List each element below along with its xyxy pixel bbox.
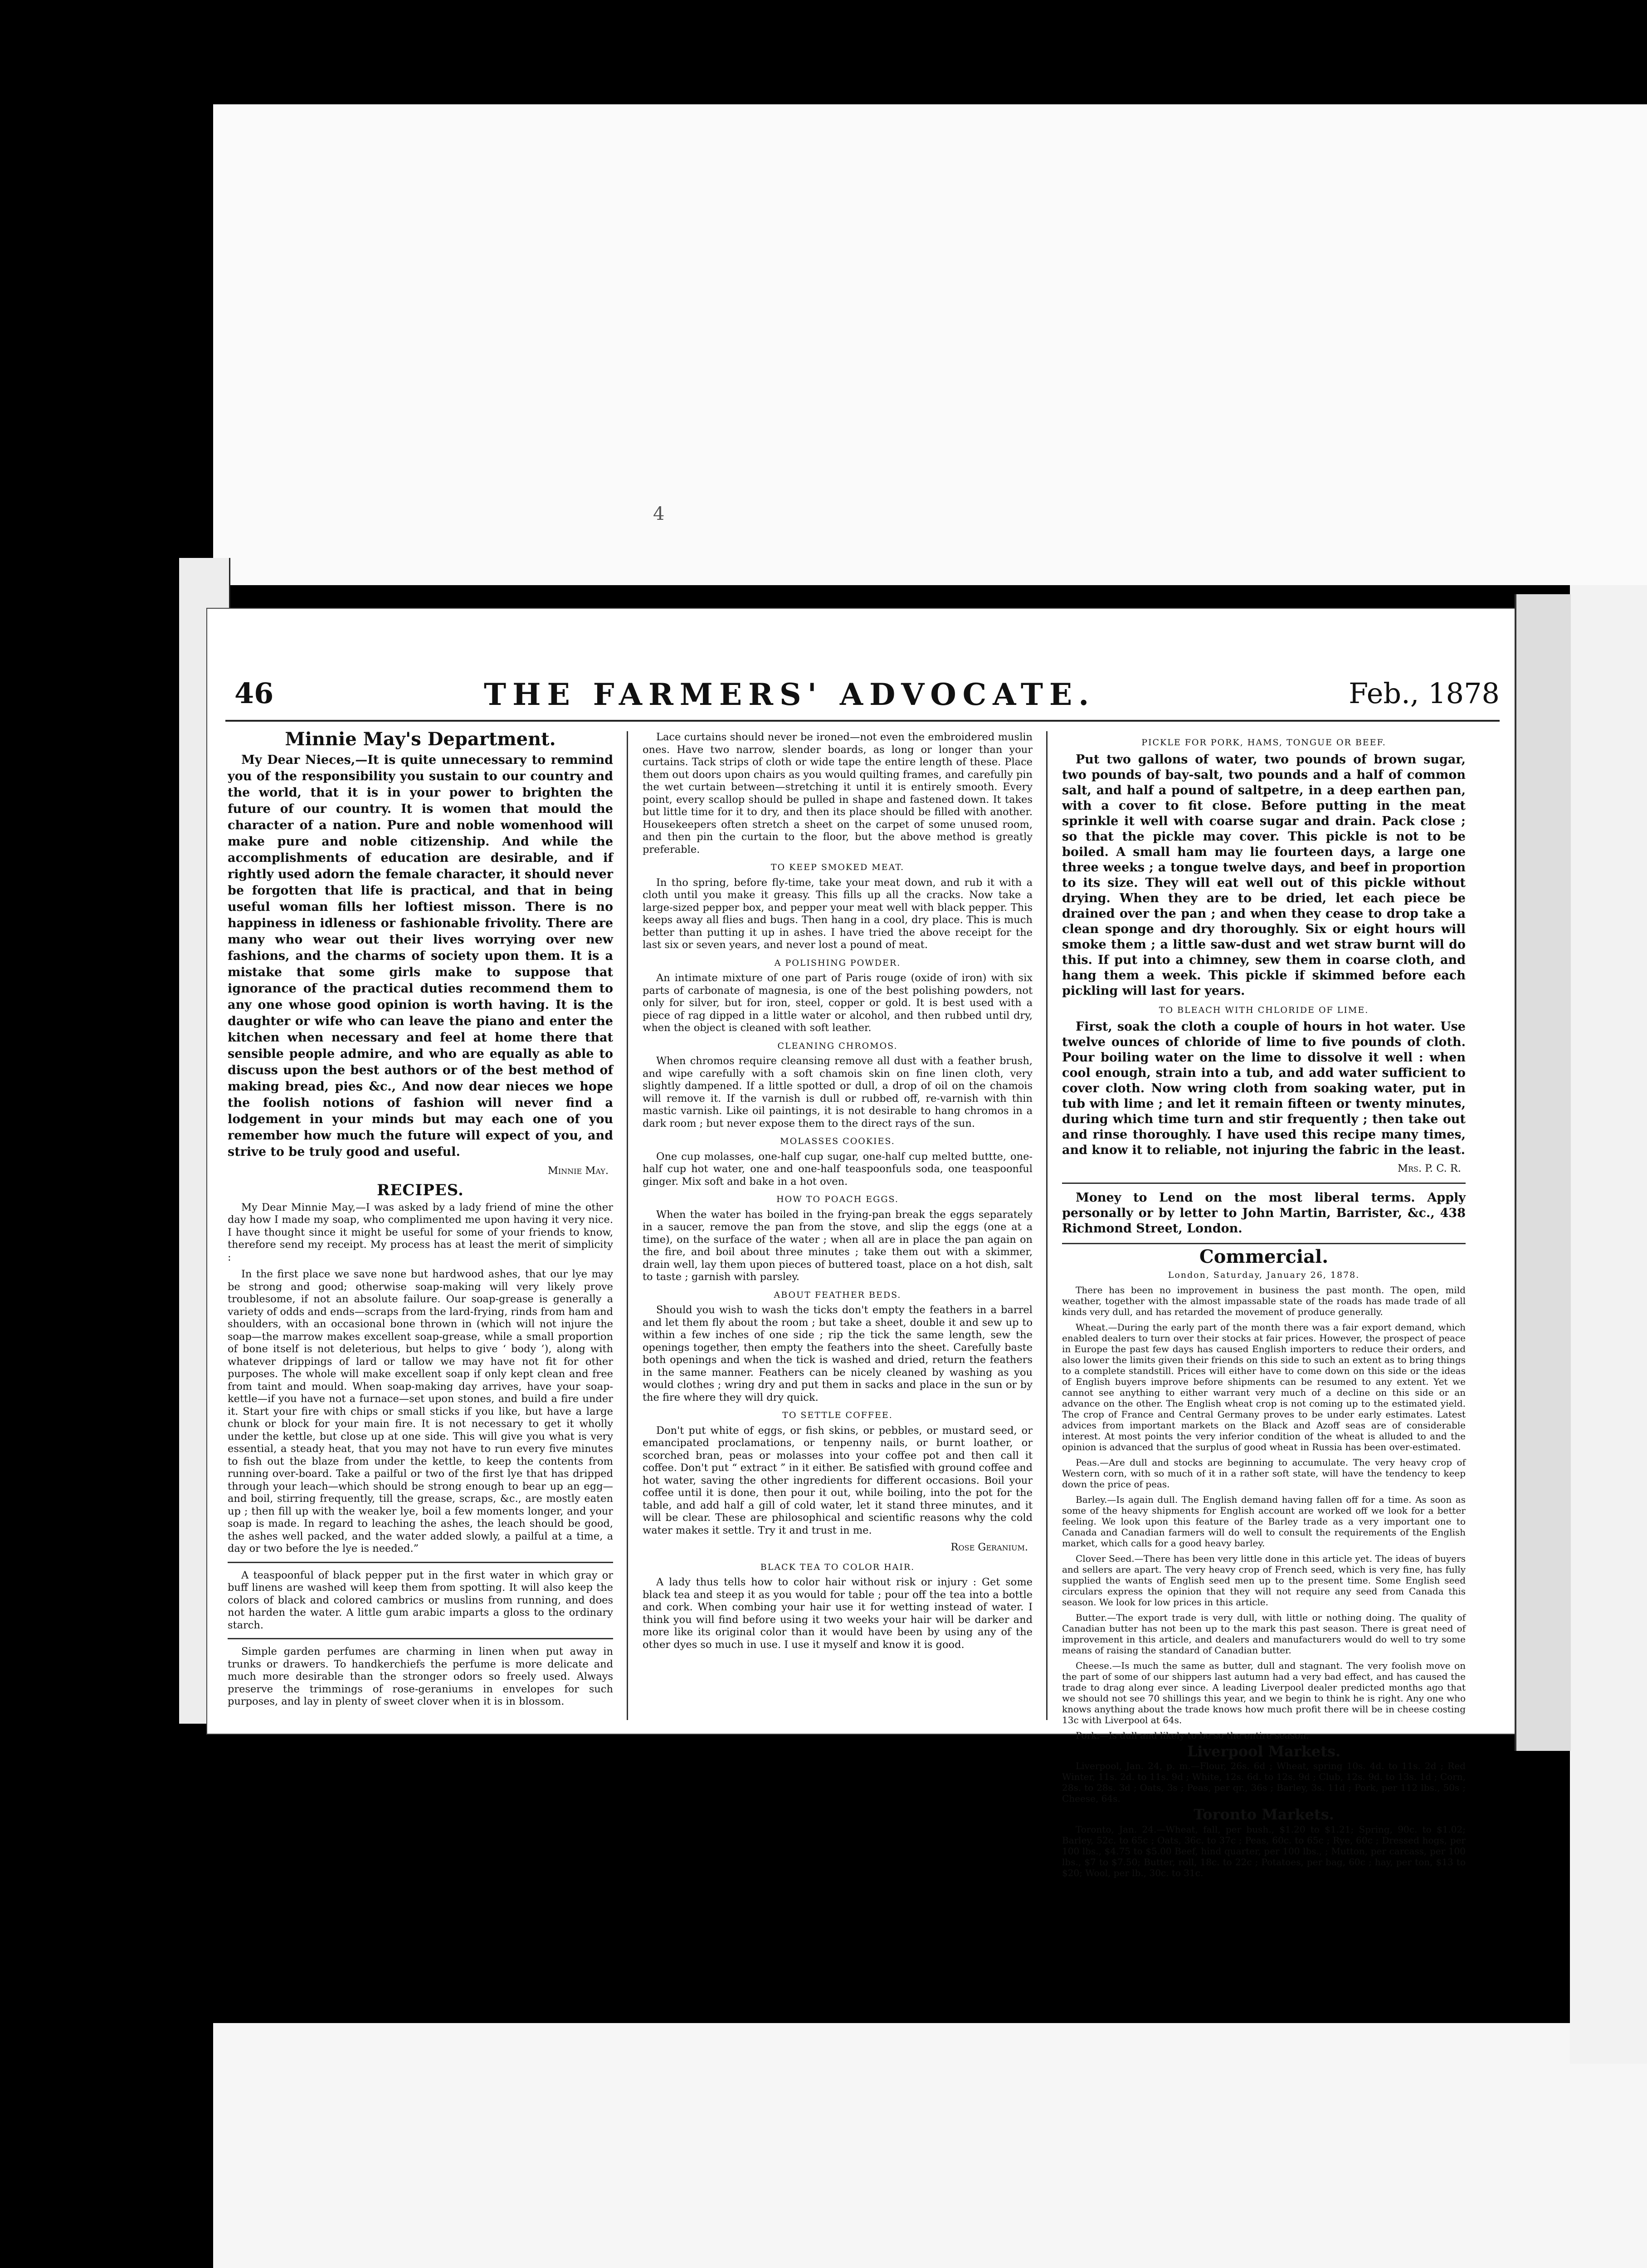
- divider: [1062, 1183, 1466, 1184]
- coffee-title: TO SETTLE COFFEE.: [782, 1410, 893, 1420]
- liverpool-text: Liverpool, Jan. 24, p. m.—Flour, 26s. 6d ; Wheat, spring 10s. 4d. to 11s. 2d ; Red Winter, 11s. 2d. to 11s. 9d ; White, 12s. 6d. to 12s. 9d ; Club, 12s. 9d. to 13s. 1d ; Corn, 28s. to 28s. 3d ; Oats, 3s ; Peas, per qr., 36s ; Barley, 3s. 11d ; Pork, per 112 lbs., 50s ; Cheese, 64s.: [1062, 1760, 1466, 1804]
- eggs-title: HOW TO POACH EGGS.: [776, 1194, 899, 1204]
- header-rule: [225, 720, 1500, 722]
- commercial-barley: Barley.—Is again dull. The English demand having fallen off for a time. As soon as some of the heavy shipments for English account are worked off we look for a better feeling. We look upon this feature of the Barley trade as a very important one to Canada and Canadian farmers will do well to consult the requirements of the English market, which calls for a good heavy barley.: [1062, 1494, 1466, 1549]
- column-2: [643, 731, 1033, 1656]
- divider: [228, 1638, 613, 1639]
- book-spine: [1515, 594, 1571, 1751]
- divider: [228, 1562, 613, 1563]
- chromos-title: CLEANING CHROMOS.: [777, 1041, 898, 1051]
- pepper-tip: A teaspoonful of black pepper put in the first water in which gray or buff linens are washed will keep them from spotting. It will also keep the colors of black and colored cambrics or muslins from running, and does not harden the water. A little gum arabic imparts a gloss to the ordinary starch.: [228, 1569, 613, 1631]
- pickle-title: PICKLE FOR PORK, HAMS, TONGUE OR BEEF.: [1141, 738, 1386, 748]
- commercial-cheese: Cheese.—Is much the same as butter, dull and stagnant. The very foolish move on the part of some of our shippers last autumn had a very bad effect, and has caused the trade to drag along ever since. A leading Liverpool dealer predicted months ago that we should not see 70 shillings this year, and we begin to think he is right. Any one who knows anything about the trade knows how much profit there will be in cheese costing 13c with Liverpool at 64s.: [1062, 1660, 1466, 1725]
- commercial-butter: Butter.—The export trade is very dull, with little or nothing doing. The quality of Canadian butter has not been up to the mark this past season. There is great need of improvement in this article, and dealers and manufacturers would do well to try some means of raising the standard of Canadian butter.: [1062, 1612, 1466, 1656]
- intro-signature: Minnie May.: [547, 1164, 609, 1177]
- molasses-title: MOLASSES COOKIES.: [780, 1136, 895, 1146]
- bleach-title: TO BLEACH WITH CHLORIDE OF LIME.: [1159, 1005, 1369, 1015]
- issue-date: Feb., 1878: [1349, 677, 1500, 710]
- polish-text: An intimate mixture of one part of Paris rouge (oxide of iron) with six parts of carbonate of magnesia, is one of the best polishing powders, not only for silver, but for iron, steel, copper or gold. It is best used with a piece of rag dipped in a little water or alcohol, and then rubbed until dry, when the object is cleaned with soft leather.: [643, 972, 1033, 1034]
- department-title: Minnie May's Department.: [285, 728, 556, 750]
- toronto-title: Toronto Markets.: [1194, 1806, 1334, 1823]
- adjacent-page-fragment: [1570, 585, 1647, 2064]
- scan-background: [213, 104, 1647, 585]
- molasses-text: One cup molasses, one-half cup sugar, one-half cup melted buttte, one-half cup hot water, one and one-half teaspoonfuls soda, one teaspoonful ginger. Mix soft and bake in a hot oven.: [643, 1150, 1033, 1188]
- eggs-text: When the water has boiled in the frying-pan break the eggs separately in a saucer, remove the pan from the stove, and slip the eggs (one at a time), on the surface of the water ; when all are in place the pan again on the fire, and boil about three minutes ; take them out with a skimmer, drain well, lay them upon pieces of buttered toast, place on a hot dish, salt to taste ; garnish with parsley.: [643, 1208, 1033, 1283]
- commercial-para: There has been no improvement in business the past month. The open, mild weather, together with the almost impassable state of the roads has made trade of all kinds very dull, and has retarded the movement of produce generally.: [1062, 1284, 1466, 1317]
- meat-title: TO KEEP SMOKED MEAT.: [770, 862, 905, 872]
- feather-text: Should you wish to wash the ticks don't empty the feathers in a barrel and let them fly about the room ; but take a sheet, double it and sew up to within a few inches of one side ; rip the tick the same length, sew the openings together, then empty the feathers into the sheet. Carefully baste both openings and when the tick is washed and dried, return the feathers in the same manner. Feathers can be nicely cleaned by washing as you would clothes ; wring dry and put them in sacks and place in the sun or by the fire where they will dry quick.: [643, 1304, 1033, 1403]
- polish-title: A POLISHING POWDER.: [774, 958, 901, 968]
- coffee-text: Don't put white of eggs, or fish skins, or pebbles, or mustard seed, or emancipated proclamations, or tenpenny nails, or burnt loather, or scorched bran, peas or molasses into your coffee pot and then call it coffee. Don't put “ extract ” in it either. Be satisfied with ground coffee and hot water, saving the other ingredients for different occasions. Boil your coffee until it is done, then pour it out, while boiling, into the pot for the table, and add half a gill of cold water, let it stand three minutes, and it will be clear. These are philosophical and scientific reasons why the cold water makes it settle. Try it and trust in me.: [643, 1424, 1033, 1536]
- bleach-text: First, soak the cloth a couple of hours in hot water. Use twelve ounces of chloride of lime to five pounds of cloth. Pour boiling water on the lime to dissolve it well : when cool enough, strain into a tub, and add water sufficient to cover cloth. Now wring cloth from soaking water, put in tub with lime ; and let it remain fifteen or twenty minutes, during which time turn and stir frequently ; then take out and rinse thoroughly. I have used this recipe many times, and know it to reliable, not injuring the fabric in the least.: [1062, 1020, 1466, 1157]
- column-rule-1: [627, 731, 628, 1720]
- money-to-lend-ad: Money to Lend on the most liberal terms. Apply personally or by letter to John Martin, Barrister, &c., 438 Richmond Street, London.: [1062, 1190, 1466, 1236]
- soap-letter: My Dear Minnie May,—I was asked by a lady friend of mine the other day how I made my soap, who complimented me upon having it very nice. I have thought since it might be useful for some of your friends to know, therefore send my receipt. My process has at least the merit of simplicity :: [228, 1201, 613, 1263]
- coffee-signature: Rose Geranium.: [950, 1541, 1028, 1553]
- lace-curtains: Lace curtains should never be ironed—not even the embroidered muslin ones. Have two narrow, slender boards, as long or longer than your curtains. Tack strips of cloth or wide tape the entire length of these. Place them out doors upon chairs as you would quilting frames, and carefully pin the wet curtain between—stretching it until it is entirely smooth. Every point, every scallop should be pulled in shape and fastened down. It takes but little time for it to dry, and then its place should be filled with another. Housekeepers often stretch a sheet on the carpet of some unused room, and then pin the curtain to the floor, but the above method is greatly preferable.: [643, 731, 1033, 855]
- commercial-wheat: Wheat.—During the early part of the month there was a fair export demand, which enabled dealers to turn over their stocks at fair prices. However, the prospect of peace in Europe the past few days has caused English importers to reduce their orders, and also lower the limits given their friends on this side to such an extent as to bring things to a complete standstill. Prices will either have to come down on this side or the ideas of English buyers improve before shipments can be resumed to any extent. Yet we cannot see anything to either warrant very much of a decline on this side or an advance on the other. The English wheat crop is not coming up to the estimated yield. The crop of France and Central Germany proves to be under early estimates. Latest advices from important markets on the Black and Azoff seas are of considerable interest. At most points the very inferior condition of the wheat is alluded to and the opinion is advanced that the surplus of good wheat in Russia has been over-estimated.: [1062, 1321, 1466, 1452]
- page-header: [234, 677, 1500, 718]
- feather-title: ABOUT FEATHER BEDS.: [774, 1290, 901, 1300]
- toronto-text: Toronto, Jan. 24.—Wheat, fall, per bush., $1.20 to $1.21; Spring, 90c. to $1.02; Barley, 52c. to 65c ; Oats, 36c. to 37c ; Peas, 60c. to 65c ; Rye, 60c ; Dressed hogs, per 100 lbs., $4.75 to $5.00 Beef, hind quarter, per 100 lbs., ; Mutton, per carcass, per 100 lbs., $7 to $7.50; Butter, roll, 18c. to 22c ; Potatoes, per bag, 60c ; hay, per ton, $13 to $20; Wool, per lb., 30c. to 31c.: [1062, 1823, 1466, 1878]
- chromos-text: When chromos require cleansing remove all dust with a feather brush, and wipe carefully with a soft chamois skin on fine linen cloth, very slightly dampened. If a little spotted or dull, a drop of oil on the chamois will remove it. If the varnish is dull or rubbed off, re-varnish with thin mastic varnish. Like oil paintings, it is not desirable to hang chromos in a dark room ; but never expose them to the direct rays of the sun.: [643, 1055, 1033, 1129]
- column-rule-2: [1046, 731, 1048, 1720]
- column-1: [228, 728, 613, 1713]
- masthead: THE FARMERS' ADVOCATE.: [484, 677, 1096, 712]
- hair-text: A lady thus tells how to color hair without risk or injury : Get some black tea and steep it as you would for table ; pour off the tea into a bottle and cork. When combing your hair use it for wetting instead of water. I think you will find before using it two weeks your hair will be darker and more like its original color than it would have been by using any of the other dyes so much in use. I use it myself and know it is good.: [643, 1576, 1033, 1651]
- commercial-title: Commercial.: [1199, 1246, 1329, 1267]
- newspaper-page: [206, 608, 1525, 1878]
- bleach-signature: Mrs. P. C. R.: [1397, 1163, 1461, 1174]
- column-3: [1062, 731, 1466, 1883]
- liverpool-title: Liverpool Markets.: [1187, 1742, 1341, 1760]
- commercial-dateline: London, Saturday, January 26, 1878.: [1168, 1270, 1360, 1280]
- page-number: 46: [234, 677, 274, 710]
- meat-text: In tho spring, before fly-time, take your meat down, and rub it with a cloth until you make it greasy. This fills up all the cracks. Now take a large-sized pepper box, and pepper your meat well with black pepper. This keeps away all flies and bugs. Then hang in a cool, dry place. This is much better than putting it up in ashes. I have tried the above receipt for the last six or seven years, and never lost a pound of meat.: [643, 876, 1033, 951]
- intro-letter: My Dear Nieces,—It is quite unnecessary to remmind you of the responsibility you sustain to our country and the world, that it is in your power to brighten the future of our country. It is women that mould the character of a nation. Pure and noble womenhood will make pure and noble citizenship. And while the accomplishments of education are desirable, and if rightly used adorn the female character, it should never be forgotten that life is practical, and that in being useful woman fills her loftiest misson. There is no happiness in idleness or fashionable frivolity. There are many who wear out their lives worrying over new fashions, and the charms of society upon them. It is a mistake that some girls make to suppose that ignorance of the practical duties recommend them to any one whose good opinion is worth having. It is the daughter or wife who can leave the piano and enter the kitchen when necessary and feel at home there that sensible people admire, and who are equally as able to discuss upon the best authors or of the best method of making bread, pies &c., And now dear nieces we hope the foolish notions of fashion will never find a lodgement in your minds but may each one of you remember how much the future will expect of you, and strive to be truly good and useful.: [228, 753, 613, 1159]
- divider: [1062, 1243, 1466, 1244]
- pencil-mark: 4: [653, 503, 665, 524]
- hair-title: BLACK TEA TO COLOR HAIR.: [760, 1562, 915, 1572]
- commercial-clover: Clover Seed.—There has been very little done in this article yet. The ideas of buyers and sellers are apart. The very heavy crop of French seed, which is very fine, has fully supplied the wants of English seed men up to the present time. Some English seed circulars express the opinion that they will not require any seed from Canada this season. We look for low prices in this article.: [1062, 1553, 1466, 1608]
- soap-process: In the first place we save none but hardwood ashes, that our lye may be strong and good; otherwise soap-making will very likely prove troublesome, if not an absolute failure. Our soap-grease is generally a variety of odds and ends—scraps from the lard-frying, rinds from ham and shoulders, with an occasional bone thrown in (which will not injure the soap—the marrow makes excellent soap-grease, while a small proportion of bone itself is not deleterious, but helps to give ‘ body ’), along with whatever drippings of lard or tallow we may have not fit for other purposes. The whole will make excellent soap if only kept clean and free from taint and mould. When soap-making day arrives, have your soap-kettle—if you have not a furnace—set upon stones, and build a fire under it. Start your fire with chips or small sticks if you like, but have a large chunk or block for your main fire. It is not necessary to get it wholly under the kettle, but close up at one side. This will give you what is very essential, a steady heat, that you may not have to run every five minutes to fish out the blaze from under the kettle, to keep the contents from running over-board. Take a pailful or two of the first lye that has dripped through your leach—which should be strong enough to bear up an egg—and boil, stirring frequently, till the grease, scraps, &c., are mostly eaten up ; then fill up with the weaker lye, boil a few moments longer, and your soap is made. In regard to leaching the ashes, the leach should be good, the ashes well packed, and the water added slowly, a pailful at a time, a day or two before the lye is needed.”: [228, 1268, 613, 1554]
- commercial-pork: Pork.—Is dull and likely to be so the entire season.: [1076, 1730, 1309, 1741]
- commercial-peas: Peas.—Are dull and stocks are beginning to accumulate. The very heavy crop of Western corn, with so much of it in a rather soft state, will have the tendency to keep down the price of peas.: [1062, 1457, 1466, 1490]
- scan-background-bottom: [213, 2023, 1647, 2268]
- recipes-title: RECIPES.: [377, 1181, 464, 1199]
- perfume-tip: Simple garden perfumes are charming in linen when put away in trunks or drawers. To handkerchiefs the perfume is more delicate and much more desirable than the stronger odors so freely used. Always preserve the trimmings of rose-geraniums in envelopes for such purposes, and lay in plenty of sweet clover when it is in blossom.: [228, 1646, 613, 1707]
- pickle-text: Put two gallons of water, two pounds of brown sugar, two pounds of bay-salt, two pounds and a half of common salt, and half a pound of saltpetre, in a deep earthen pan, with a cover to fit close. Before putting in the meat sprinkle it well with coarse sugar and drain. Pack close ; so that the pickle may cover. This pickle is not to be boiled. A small ham may lie fourteen days, a large one three weeks ; a tongue twelve days, and beef in proportion to its size. They will eat well out of this pickle without drying. When they are to be dried, let each piece be drained over the pan ; and when they cease to drop take a clean sponge and dry thoroughly. Six or eight hours will smoke them ; a little saw-dust and wet straw burnt will do this. If put into a chimney, sew them in coarse cloth, and hang them a week. This pickle if skimmed before each pickling will last for years.: [1062, 752, 1466, 998]
